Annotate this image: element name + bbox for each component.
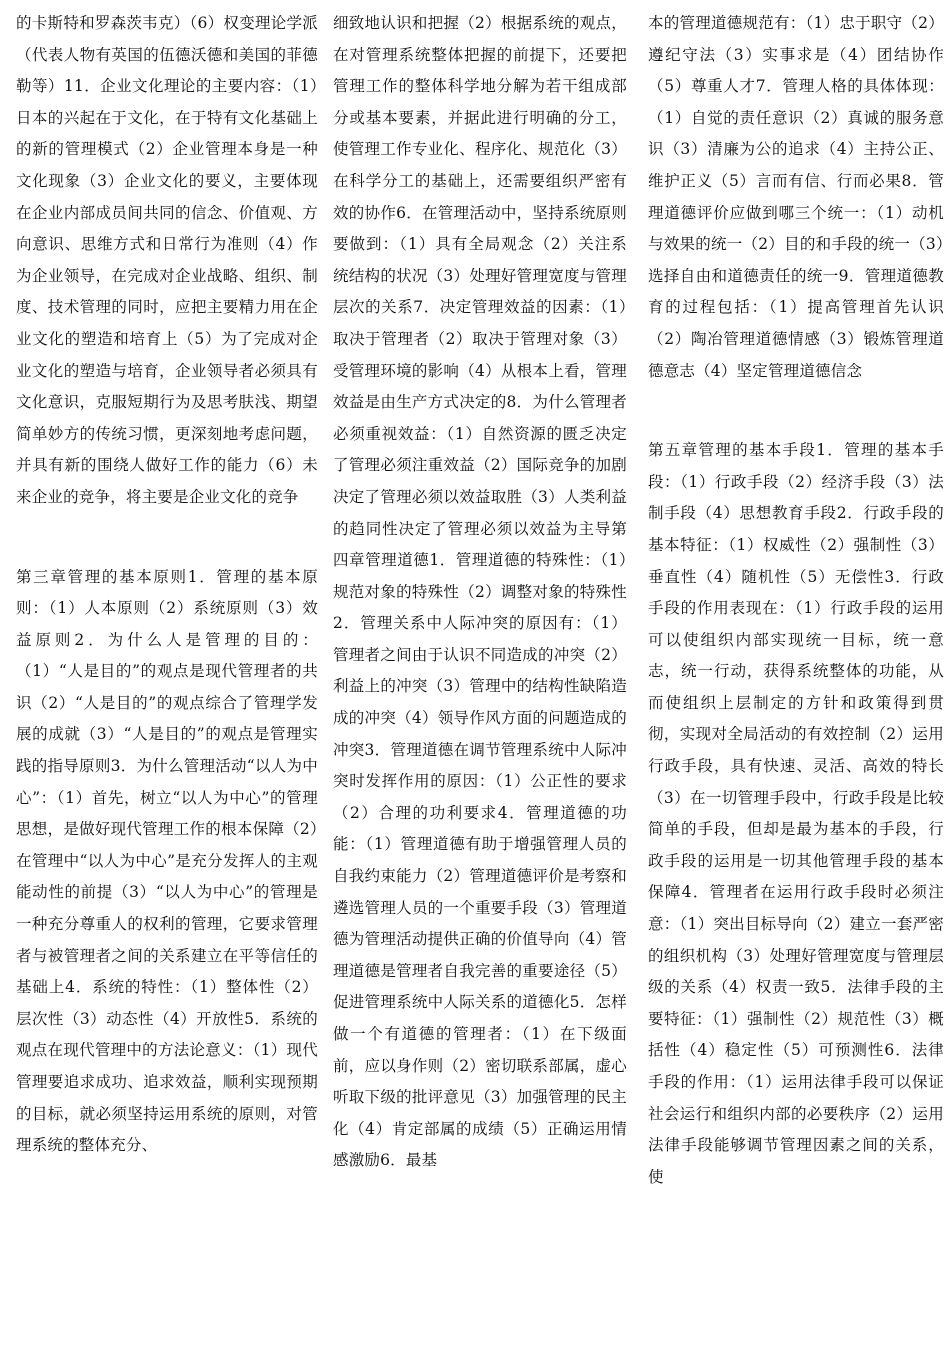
paragraph: 第三章管理的基本原则1．管理的基本原则：（1）人本原则（2）系统原则（3）效益原则2．为什么人是管理的目的：（1）“人是目的”的观点是现代管理者的共识（2）“人是目的”的观点综合了管理学发展的成就（3）“人是目的”的观点是管理实践的指导原则3．为什么管理活动“以人为中心”：（1）首先，树立“以人为中心”的管理思想，是做好现代管理工作的根本保障（2）在管理中“以人为中心”是充分发挥人的主观能动性的前提（3）“以人为中心”的管理是一种充分尊重人的权利的管理，它要求管理者与被管理者之间的关系建立在平等信任的基础上4．系统的特性：（1）整体性（2）层次性（3）动态性（4）开放性5．系统的观点在现代管理中的方法论意义：（1）现代管理要追求成功、追求效益，顺利实现预期的目标，就必须坚持运用系统的原则，对管理系统的整体充分、 <box>16 567 318 1155</box>
text-column-3 <box>648 8 944 1193</box>
paragraph: 的卡斯特和罗森茨韦克）（6）权变理论学派（代表人物有英国的伍德沃德和美国的菲德勒等）11．企业文化理论的主要内容：（1）日本的兴起在于文化，在于特有文化基础上的新的管理模式（2）企业管理本身是一种文化现象（3）企业文化的要义，主要体现在企业内部成员间共同的信念、价值观、方向意识、思维方式和日常行为准则（4）作为企业领导，在完成对企业战略、组织、制度、技术管理的同时，应把主要精力用在企业文化的塑造和培育上（5）为了完成对企业文化的塑造与培育，企业领导者必须具有文化意识，克服短期行为及思考肤浅、期望简单妙方的传统习惯，更深刻地考虑问题，并具有新的围绕人做好工作的能力（6）未来企业的竞争，将主要是企业文化的竞争 <box>16 14 318 506</box>
text-column-2 <box>333 8 627 1177</box>
paragraph-gap <box>16 514 318 562</box>
paragraph-gap <box>648 387 944 435</box>
paragraph: 本的管理道德规范有：（1）忠于职守（2）遵纪守法（3）实事求是（4）团结协作（5）尊重人才7．管理人格的具体体现：（1）自觉的责任意识（2）真诚的服务意识（3）清廉为公的追求（4）主持公正、维护正义（5）言而有信、行而必果8．管理道德评价应做到哪三个统一：（1）动机与效果的统一（2）目的和手段的统一（3）选择自由和道德责任的统一9．管理道德教育的过程包括：（1）提高管理首先认识（2）陶冶管理道德情感（3）锻炼管理道德意志（4）坚定管理道德信念 <box>648 14 944 380</box>
paragraph: 第五章管理的基本手段1．管理的基本手段：（1）行政手段（2）经济手段（3）法制手段（4）思想教育手段2．行政手段的基本特征：（1）权威性（2）强制性（3）垂直性（4）随机性（5）无偿性3．行政手段的作用表现在：（1）行政手段的运用可以使组织内部实现统一目标，统一意志，统一行动，获得系统整体的功能，从而使组织上层制定的方针和政策得到贯彻，实现对全局活动的有效控制（2）运用行政手段，具有快速、灵活、高效的特长（3）在一切管理手段中，行政手段是比较简单的手段，但却是最为基本的手段，行政手段的运用是一切其他管理手段的基本保障4．管理者在运用行政手段时必须注意：（1）突出目标导向（2）建立一套严密的组织机构（3）处理好管理宽度与管理层级的关系（4）权责一致5．法律手段的主要特征：（1）强制性（2）规范性（3）概括性（4）稳定性（5）可预测性6．法律手段的作用：（1）运用法律手段可以保证社会运行和组织内部的必要秩序（2）运用法律手段能够调节管理因素之间的关系，使 <box>648 441 944 1186</box>
paragraph: 细致地认识和把握（2）根据系统的观点，在对管理系统整体把握的前提下，还要把管理工作的整体科学地分解为若干组成部分或基本要素，并据此进行明确的分工，使管理工作专业化、程序化、规范化（3）在科学分工的基础上，还需要组织严密有效的协作6．在管理活动中，坚持系统原则要做到：（1）具有全局观念（2）关注系统结构的状况（3）处理好管理宽度与管理层次的关系7．决定管理效益的因素：（1）取决于管理者（2）取决于管理对象（3）受管理环境的影响（4）从根本上看，管理效益是由生产方式决定的8．为什么管理者必须重视效益：（1）自然资源的匮乏决定了管理必须注重效益（2）国际竞争的加剧决定了管理必须以效益取胜（3）人类利益的趋同性决定了管理必须以效益为主导第四章管理道德1．管理道德的特殊性：（1）规范对象的特殊性（2）调整对象的特殊性2．管理关系中人际冲突的原因有：（1）管理者之间由于认识不同造成的冲突（2）利益上的冲突（3）管理中的结构性缺陷造成的冲突（4）领导作风方面的问题造成的冲突3．管理道德在调节管理系统中人际冲突时发挥作用的原因：（1）公正性的要求（2）合理的功利要求4．管理道德的功能：（1）管理道德有助于增强管理人员的自我约束能力（2）管理道德评价是考察和遴选管理人员的一个重要手段（3）管理道德为管理活动提供正确的价值导向（4）管理道德是管理者自我完善的重要途径（5）促进管理系统中人际关系的道德化5．怎样做一个有道德的管理者：（1）在下级面前，应以身作则（2）密切联系部属，虚心听取下级的批评意见（3）加强管理的民主化（4）肯定部属的成绩（5）正确运用情感激励6．最基 <box>333 14 627 1170</box>
text-column-1 <box>16 8 318 1162</box>
